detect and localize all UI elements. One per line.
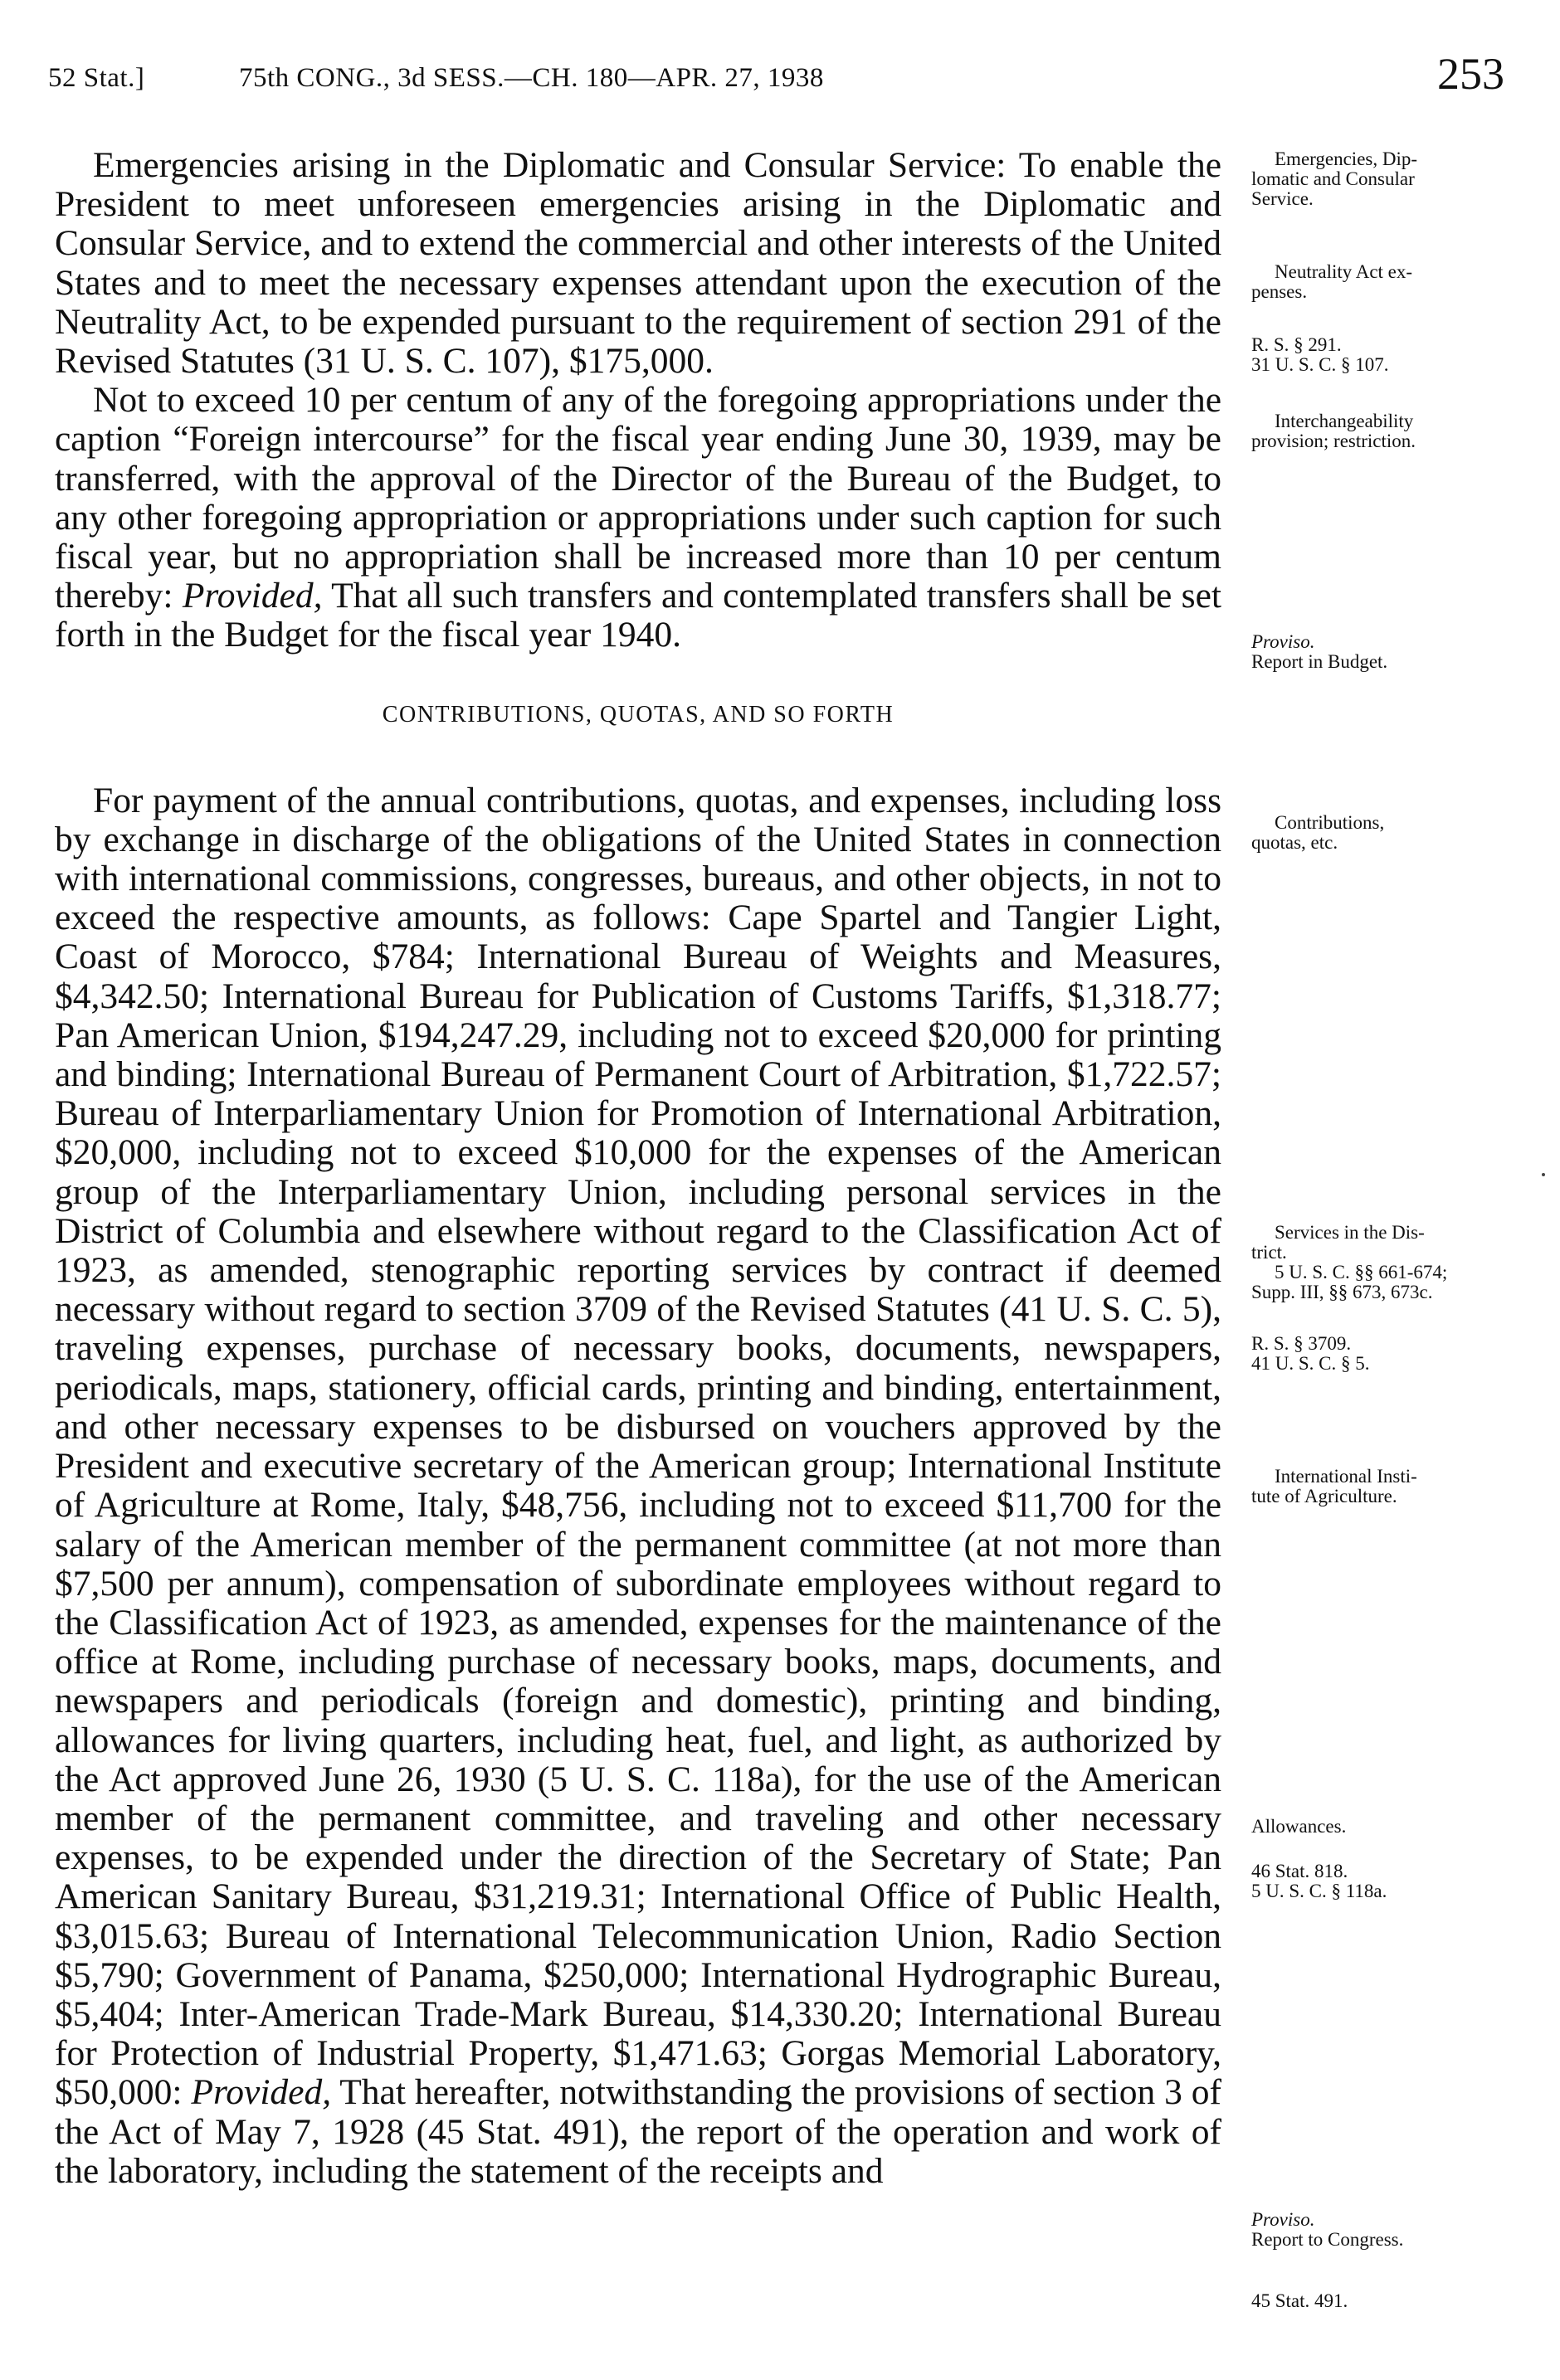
stat-volume: 52 Stat.] — [48, 63, 145, 93]
note-line: 45 Stat. 491. — [1251, 2290, 1348, 2311]
note-line: International Insti- — [1275, 1466, 1417, 1487]
running-header — [48, 48, 1504, 106]
note-line: 41 U. S. C. § 5. — [1251, 1353, 1370, 1374]
paragraph-contributions-text-b: That hereafter, notwithstanding the provisions of section 3 of the Act of May 7, 1928 (45 Stat. 491), the report of the operation and work of the laboratory, including the statement of the receipts and — [55, 2072, 1221, 2191]
proviso-label: Proviso. — [1251, 2209, 1315, 2230]
note-line: tute of Agriculture. — [1251, 1486, 1397, 1506]
note-services-district — [1251, 1223, 1517, 1302]
scan-speck — [1542, 1173, 1545, 1176]
note-line: 46 Stat. 818. — [1251, 1861, 1348, 1881]
paragraph-contributions — [55, 781, 1221, 2191]
note-interchangeability — [1251, 411, 1517, 451]
note-line: Allowances. — [1251, 1816, 1347, 1837]
paragraph-transfers-text-b: That all such transfers and contemplated transfers shall be set forth in the Budget for the fiscal year 1940. — [55, 576, 1221, 655]
note-line: provision; restriction. — [1251, 431, 1416, 451]
note-line: Service. — [1251, 188, 1314, 209]
paragraph-transfers — [55, 381, 1221, 655]
proviso-italic: Provided, — [182, 576, 323, 616]
note-line: Contributions, — [1275, 812, 1385, 833]
paragraph-transfers-text-a: Not to exceed 10 per centum of any of the foregoing appropriations under the caption “Foreign intercourse” for the fiscal year ending June 30, 1939, may be transferred, with the approval of the Director of the Bureau of the Budget, to any other foregoing appropriation or appropriations under such caption for such fiscal year, but no appropriation shall be increased more than 10 per centum thereby: — [55, 380, 1221, 616]
main-text-column — [55, 146, 1221, 2191]
note-46-stat-818 — [1251, 1862, 1517, 1901]
note-line: Services in the Dis- — [1275, 1222, 1425, 1243]
note-line: Supp. III, §§ 673, 673c. — [1251, 1282, 1433, 1302]
note-allowances — [1251, 1817, 1517, 1837]
note-line: lomatic and Consular — [1251, 168, 1415, 189]
note-proviso-budget — [1251, 632, 1517, 672]
note-line: penses. — [1251, 281, 1308, 302]
proviso-label: Proviso. — [1251, 631, 1315, 652]
note-line: Report in Budget. — [1251, 651, 1388, 672]
note-line: Interchangeability — [1275, 411, 1414, 431]
note-proviso-congress — [1251, 2210, 1517, 2250]
note-neutrality — [1251, 262, 1517, 302]
note-rs-3709 — [1251, 1334, 1517, 1374]
page-number: 253 — [1437, 49, 1504, 99]
note-line: trict. — [1251, 1242, 1287, 1263]
note-line: Emergencies, Dip- — [1275, 148, 1418, 169]
note-line: R. S. § 291. — [1251, 334, 1342, 355]
note-line: 31 U. S. C. § 107. — [1251, 354, 1389, 375]
section-heading: CONTRIBUTIONS, QUOTAS, AND SO FORTH — [382, 701, 895, 728]
note-45-stat-491 — [1251, 2291, 1517, 2311]
note-line — [1251, 2210, 1517, 2230]
note-line: 5 U. S. C. § 118a. — [1251, 1881, 1387, 1901]
note-line: quotas, etc. — [1251, 832, 1338, 853]
proviso-italic: Provided, — [191, 2072, 332, 2113]
note-international-institute — [1251, 1467, 1517, 1506]
note-line: Report to Congress. — [1251, 2229, 1404, 2250]
note-rs-291 — [1251, 335, 1517, 375]
note-contributions — [1251, 813, 1517, 853]
paragraph-contributions-text-a: For payment of the annual contributions, quotas, and expenses, including loss by exchange in discharge of the obligations of the United States in connection with international commissions, congresses, bureaus, and other objects, in not to exceed the respective amounts, as follows: Cape Spartel and Tangier Light, Coast of Morocco, $784; International Bureau of Weights and Measures, $4,342.50; International Bureau for Publication of Customs Tariffs, $1,318.77; Pan American Union, $194,247.29, including not to exceed $20,000 for printing and binding; International Bureau of Permanent Court of Arbitration, $1,722.57; Bureau of Interparliamentary Union for Promotion of International Arbitration, $20,000, including not to exceed $10,000 for the expenses of the American group of the Interparliamentary Union, including personal services in the District of Columbia and elsewhere without regard to the Classification Act of 1923, as amended, stenographic reporting services by contract if deemed necessary without regard to section 3709 of the Revised Statutes (41 U. S. C. 5), traveling expenses, purchase of necessary books, documents, newspapers, periodicals, maps, stationery, official cards, printing and binding, entertainment, and other necessary expenses to be disbursed on vouchers approved by the President and executive secretary of the American group; International Institute of Agriculture at Rome, Italy, $48,756, including not to exceed $11,700 for the salary of the American member of the permanent committee (at not more than $7,500 per annum), compensation of subordinate employees without regard to the Classification Act of 1923, as amended, expenses for the maintenance of the office at Rome, including purchase of necessary books, maps, documents, and newspapers and periodicals (foreign and domestic), printing and binding, allowances for living quarters, including heat, fuel, and light, as authorized by the Act approved June 26, 1930 (5 U. S. C. 118a), for the use of the American member of the permanent committee, and traveling and other necessary expenses, to be expended under the direction of the Secretary of State; Pan American Sanitary Bureau, $31,219.31; International Office of Public Health, $3,015.63; Bureau of International Telecommunication Union, Radio Section $5,790; Government of Panama, $250,000; International Hydrographic Bureau, $5,404; Inter-American Trade-Mark Bureau, $14,330.20; International Bureau for Protection of Industrial Property, $1,471.63; Gorgas Memorial Laboratory, $50,000: — [55, 780, 1221, 2113]
note-line: R. S. § 3709. — [1251, 1333, 1352, 1354]
paragraph-emergencies: Emergencies arising in the Diplomatic and Consular Service: To enable the President to meet unforeseen emergencies arising in the Diplomatic and Consular Service, and to extend the commercial and other interests of the United States and to meet the necessary expenses attendant upon the execution of the Neutrality Act, to be expended pursuant to the requirement of section 291 of the Revised Statutes (31 U. S. C. 107), $175,000. — [55, 145, 1221, 382]
note-line — [1251, 632, 1517, 652]
session-chapter-date: 75th CONG., 3d SESS.—CH. 180—APR. 27, 1938 — [239, 63, 824, 93]
note-emergencies — [1251, 149, 1517, 209]
note-line: 5 U. S. C. §§ 661-674; — [1275, 1262, 1448, 1282]
note-line: Neutrality Act ex- — [1275, 261, 1413, 282]
